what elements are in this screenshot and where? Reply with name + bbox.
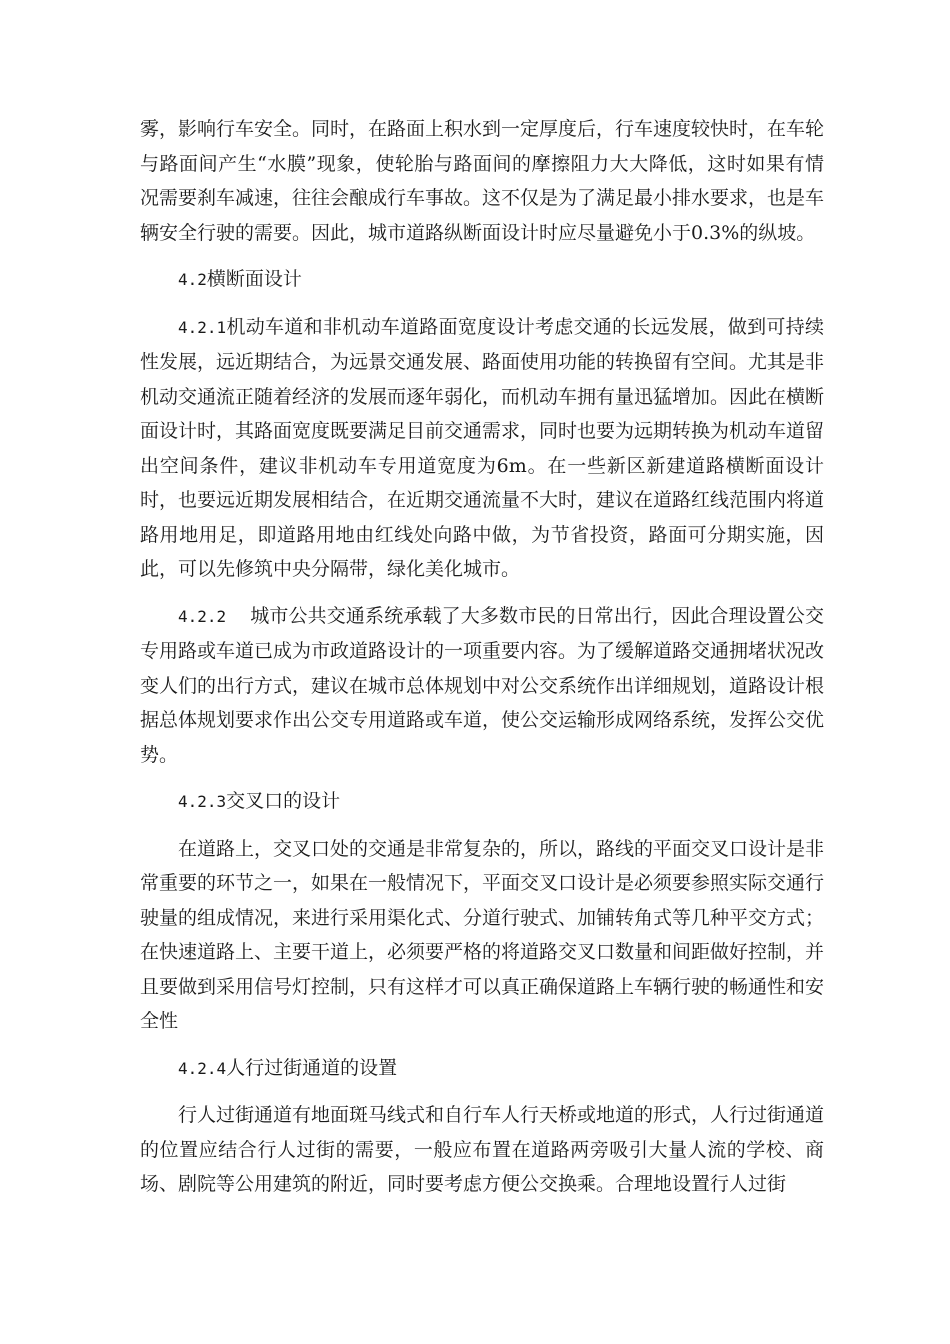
paragraph-4-2-1 xyxy=(140,310,824,587)
section-number: 4.2.2 xyxy=(178,606,227,626)
section-heading-4-2-3 xyxy=(140,784,824,820)
section-number: 4.2 xyxy=(178,270,207,289)
section-heading-4-2 xyxy=(140,262,824,298)
section-number: 4.2.4 xyxy=(178,1058,227,1078)
paragraph-4-2-2 xyxy=(140,599,824,773)
paragraph-intersection-design: 在道路上，交叉口处的交通是非常复杂的，所以，路线的平面交叉口设计是非常重要的环节之一，如果在一般情况下，平面交叉口设计是必须要参照实际交通行驶量的组成情况，来进行采用渠化式、分道行驶式、加铺转角式等几种平交方式；在快速道路上、主要干道上，必须要严格的将道路交叉口数量和间距做好控制，并且要做到采用信号灯控制，只有这样才可以真正确保道路上车辆行驶的畅通性和安全性 xyxy=(140,837,825,1032)
section-title: 人行过街通道的设置 xyxy=(226,1056,398,1079)
section-number: 4.2.3 xyxy=(178,792,227,811)
section-heading-4-2-4 xyxy=(140,1051,824,1087)
paragraph-text: 城市公共交通系统承载了大多数市民的日常出行，因此合理设置公交专用路或车道已成为市政道路设计的一项重要内容。为了缓解道路交通拥堵状况改变人们的出行方式，建议在城市总体规划中对公交系统作出详细规划，道路设计根据总体规划要求作出公交专用道路或车道，使公交运输形成网络系统，发挥公交优势。 xyxy=(140,604,825,766)
section-number: 4.2.1 xyxy=(178,317,227,337)
paragraph-pedestrian-crossing: 行人过街通道有地面斑马线式和自行车人行天桥或地道的形式，人行过街通道的位置应结合行人过街的需要，一般应布置在道路两旁吸引大量人流的学校、商场、剧院等公用建筑的附近，同时要考虑方便公交换乘。合理地设置行人过街 xyxy=(140,1104,825,1195)
section-title: 横断面设计 xyxy=(206,268,302,290)
paragraph-text: 机动车道和非机动车道路面宽度设计考虑交通的长远发展，做到可持续性发展，远近期结合，为远景交通发展、路面使用功能的转换留有空间。尤其是非机动交通流正随着经济的发展而逐年弱化，而机动车拥有量迅猛增加。因此在横断面设计时，其路面宽度既要满足目前交通需求，同时也要为远期转换为机动车道留出空间条件，建议非机动车专用道宽度为6m。在一些新区新建道路横断面设计时，也要远近期发展相结合，在近期交通流量不大时，建议在道路红线范围内将道路用地用足，即道路用地由红线处向路中做，为节省投资，路面可分期实施，因此，可以先修筑中央分隔带，绿化美化城市。 xyxy=(140,315,825,580)
document-page xyxy=(140,112,824,1214)
section-title: 交叉口的设计 xyxy=(226,790,341,812)
paragraph-drainage-continuation: 雾，影响行车安全。同时，在路面上积水到一定厚度后，行车速度较快时，在车轮与路面间产生“水膜”现象，使轮胎与路面间的摩擦阻力大大降低，这时如果有情况需要刹车减速，往往会酿成行车事故。这不仅是为了满足最小排水要求，也是车辆安全行驶的需要。因此，城市道路纵断面设计时应尽量避免小于0.3%的纵坡。 xyxy=(140,118,825,244)
